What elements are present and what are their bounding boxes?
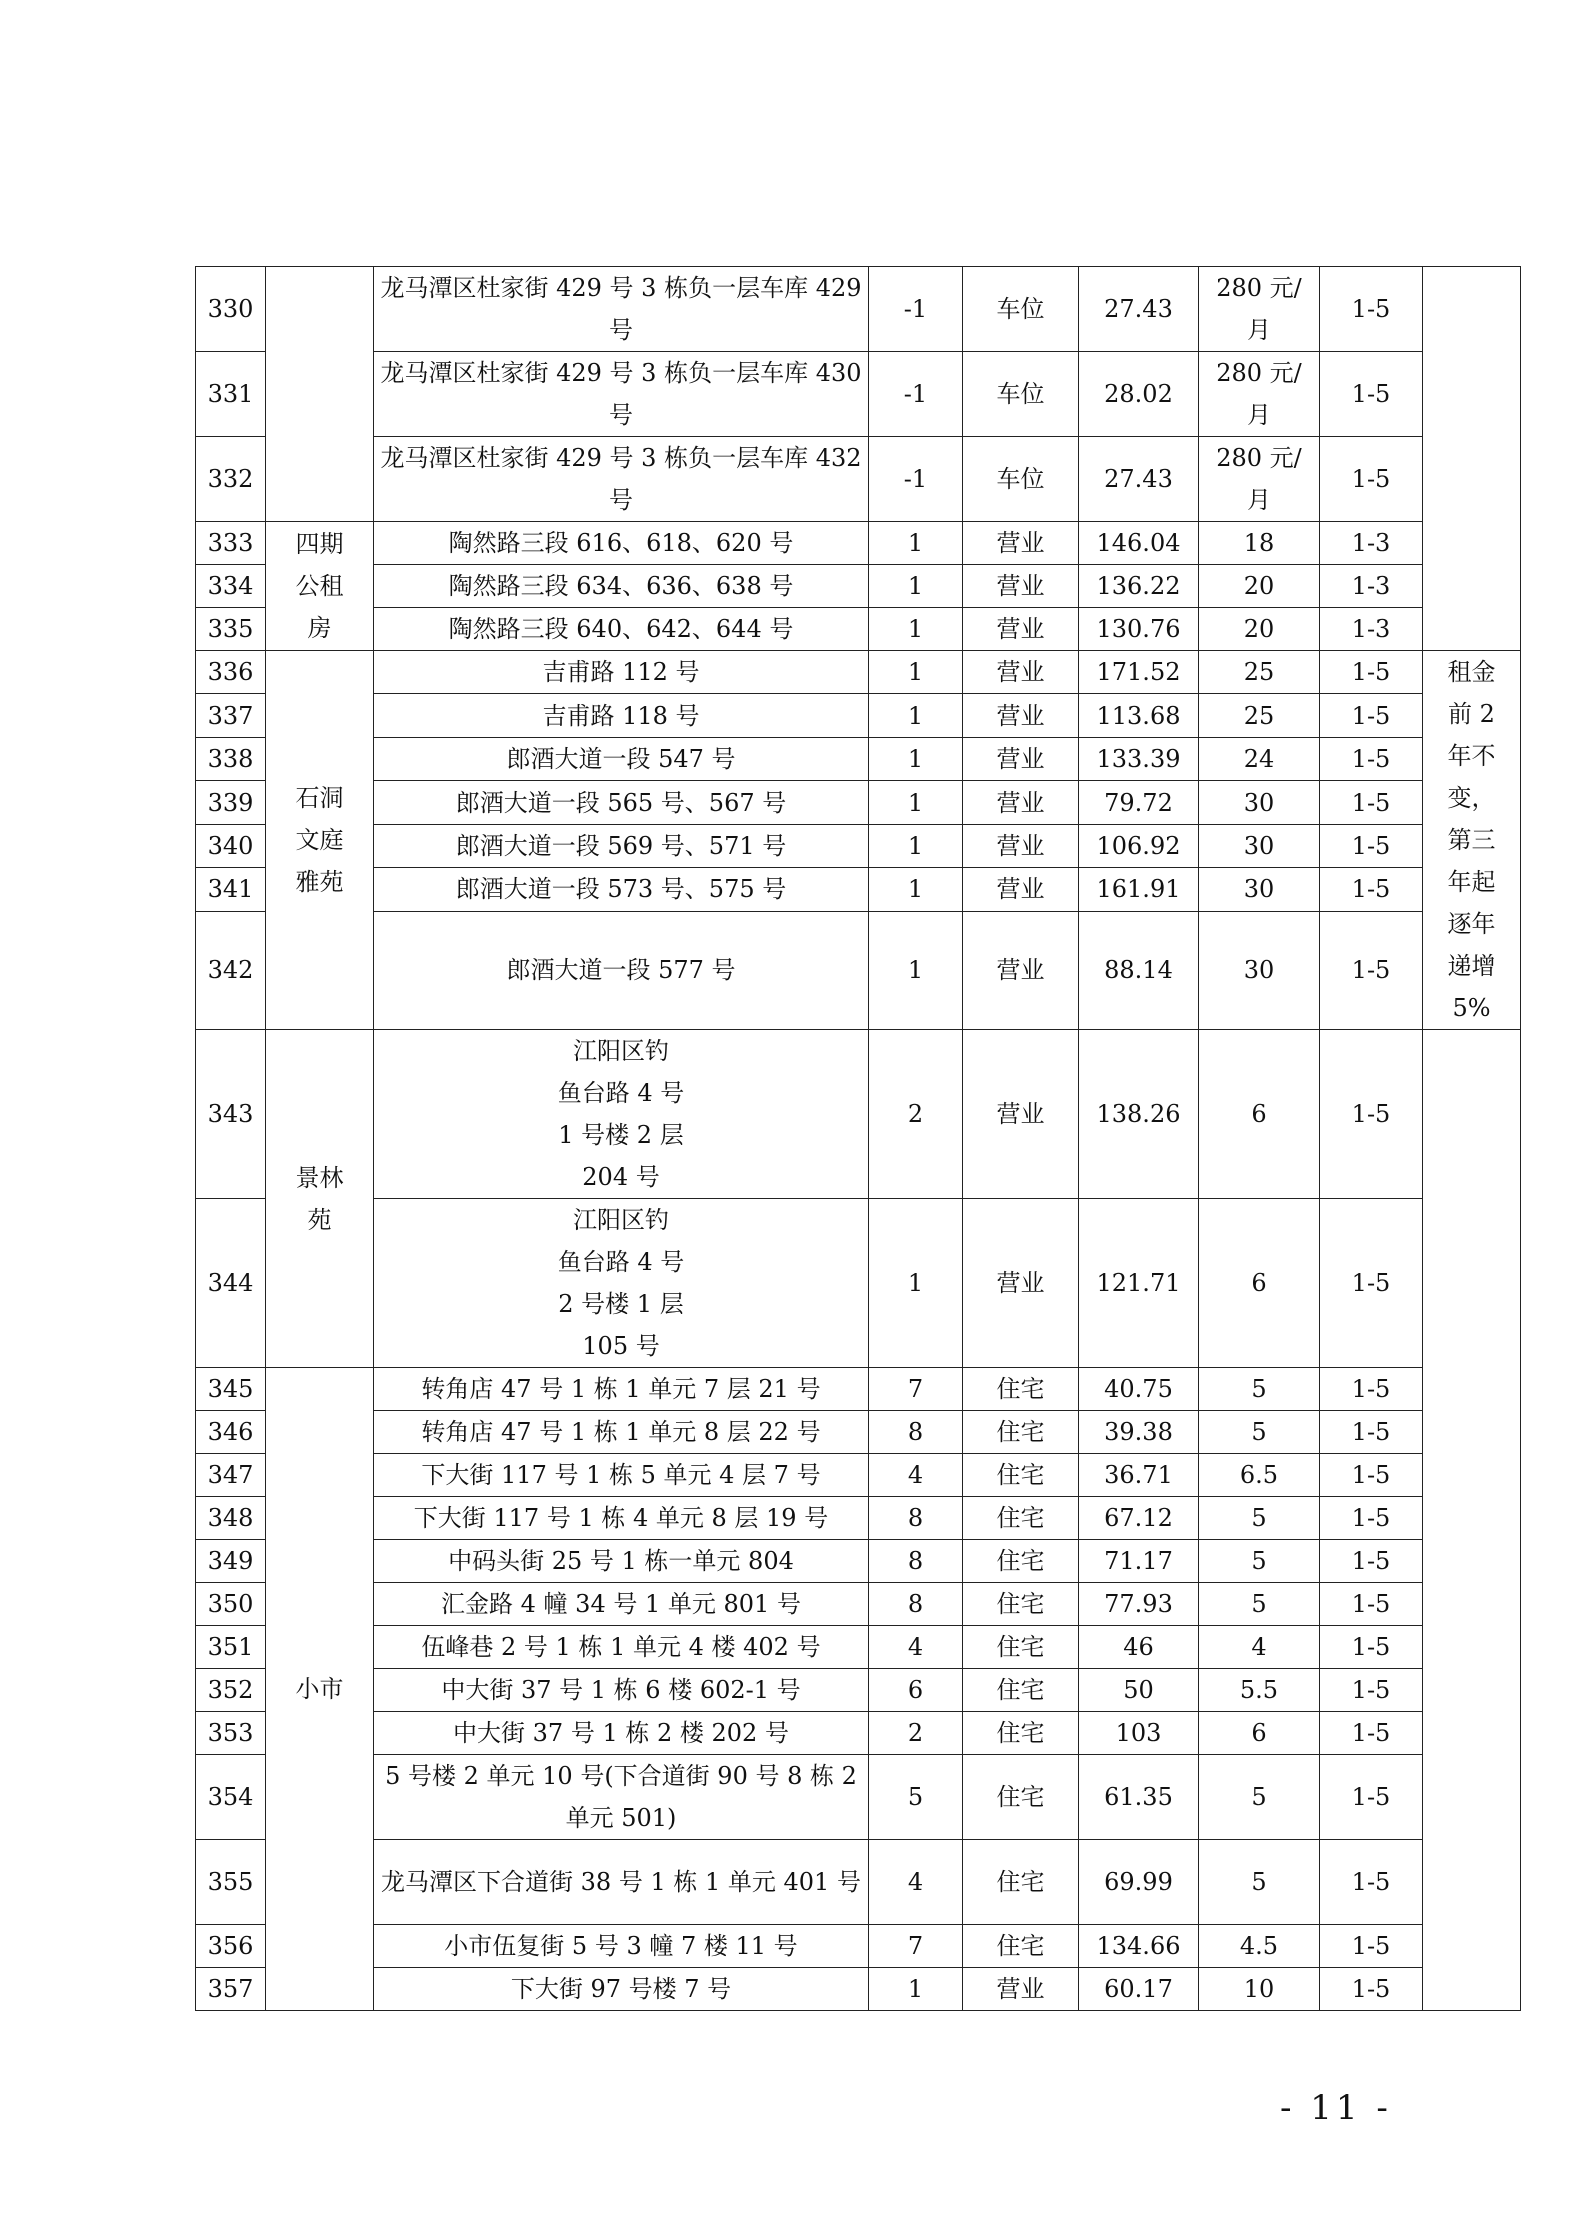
- usage-cell: 营业: [963, 1199, 1079, 1368]
- floor-cell: 1: [869, 1199, 963, 1368]
- address-cell: 陶然路三段 640、642、644 号: [374, 608, 869, 651]
- address-cell: 陶然路三段 634、636、638 号: [374, 565, 869, 608]
- term-cell: 1-5: [1320, 1712, 1423, 1755]
- address-cell: 中大街 37 号 1 栋 2 楼 202 号: [374, 1712, 869, 1755]
- area-cell: 28.02: [1079, 352, 1199, 437]
- term-cell: 1-5: [1320, 781, 1423, 824]
- row-number: 357: [196, 1968, 266, 2011]
- floor-cell: 5: [869, 1755, 963, 1840]
- table-row: [196, 352, 1521, 437]
- address-cell: 下大街 117 号 1 栋 4 单元 8 层 19 号: [374, 1497, 869, 1540]
- address-cell: 郎酒大道一段 547 号: [374, 737, 869, 780]
- usage-cell: 车位: [963, 267, 1079, 352]
- table-row: [196, 565, 1521, 608]
- rent-cell: 5: [1199, 1840, 1320, 1925]
- address-cell: 郎酒大道一段 569 号、571 号: [374, 824, 869, 867]
- area-cell: 138.26: [1079, 1030, 1199, 1199]
- row-number: 344: [196, 1199, 266, 1368]
- term-cell: 1-5: [1320, 1199, 1423, 1368]
- area-cell: 88.14: [1079, 911, 1199, 1029]
- term-cell: 1-5: [1320, 1540, 1423, 1583]
- remark-cell: 租金 前 2 年不 变， 第三 年起 逐年 递增 5%: [1423, 651, 1521, 1030]
- rent-cell: 5: [1199, 1497, 1320, 1540]
- row-number: 349: [196, 1540, 266, 1583]
- term-cell: 1-3: [1320, 565, 1423, 608]
- table-row: [196, 1199, 1521, 1368]
- row-number: 343: [196, 1030, 266, 1199]
- floor-cell: 1: [869, 694, 963, 737]
- usage-cell: 营业: [963, 694, 1079, 737]
- project-name: 景林 苑: [266, 1030, 374, 1368]
- floor-cell: 4: [869, 1626, 963, 1669]
- rent-cell: 5: [1199, 1411, 1320, 1454]
- floor-cell: 8: [869, 1583, 963, 1626]
- rent-cell: 280 元/月: [1199, 352, 1320, 437]
- table-row: [196, 1411, 1521, 1454]
- area-cell: 134.66: [1079, 1925, 1199, 1968]
- term-cell: 1-5: [1320, 868, 1423, 911]
- area-cell: 40.75: [1079, 1368, 1199, 1411]
- address-cell: 中大街 37 号 1 栋 6 楼 602-1 号: [374, 1669, 869, 1712]
- floor-cell: 7: [869, 1925, 963, 1968]
- rent-cell: 30: [1199, 868, 1320, 911]
- table-row: [196, 737, 1521, 780]
- term-cell: 1-5: [1320, 1755, 1423, 1840]
- rent-cell: 18: [1199, 522, 1320, 565]
- address-cell: 吉甫路 118 号: [374, 694, 869, 737]
- term-cell: 1-5: [1320, 911, 1423, 1029]
- term-cell: 1-5: [1320, 437, 1423, 522]
- usage-cell: 住宅: [963, 1411, 1079, 1454]
- table-row: [196, 1368, 1521, 1411]
- floor-cell: 8: [869, 1497, 963, 1540]
- usage-cell: 营业: [963, 781, 1079, 824]
- floor-cell: -1: [869, 437, 963, 522]
- table-row: [196, 1626, 1521, 1669]
- table-row: [196, 1840, 1521, 1925]
- rent-cell: 5.5: [1199, 1669, 1320, 1712]
- table-row: [196, 1497, 1521, 1540]
- usage-cell: 营业: [963, 1968, 1079, 2011]
- floor-cell: 1: [869, 1968, 963, 2011]
- rent-cell: 25: [1199, 694, 1320, 737]
- area-cell: 67.12: [1079, 1497, 1199, 1540]
- rent-cell: 30: [1199, 781, 1320, 824]
- rent-cell: 4: [1199, 1626, 1320, 1669]
- usage-cell: 营业: [963, 868, 1079, 911]
- term-cell: 1-5: [1320, 1411, 1423, 1454]
- floor-cell: -1: [869, 352, 963, 437]
- area-cell: 79.72: [1079, 781, 1199, 824]
- address-cell: 转角店 47 号 1 栋 1 单元 8 层 22 号: [374, 1411, 869, 1454]
- table-body: [196, 267, 1521, 2011]
- row-number: 330: [196, 267, 266, 352]
- table-row: [196, 824, 1521, 867]
- row-number: 335: [196, 608, 266, 651]
- floor-cell: 6: [869, 1669, 963, 1712]
- address-cell: 陶然路三段 616、618、620 号: [374, 522, 869, 565]
- area-cell: 103: [1079, 1712, 1199, 1755]
- floor-cell: 4: [869, 1454, 963, 1497]
- usage-cell: 营业: [963, 737, 1079, 780]
- area-cell: 146.04: [1079, 522, 1199, 565]
- address-cell: 郎酒大道一段 573 号、575 号: [374, 868, 869, 911]
- area-cell: 27.43: [1079, 267, 1199, 352]
- usage-cell: 营业: [963, 651, 1079, 694]
- rent-cell: 5: [1199, 1583, 1320, 1626]
- floor-cell: 1: [869, 608, 963, 651]
- usage-cell: 住宅: [963, 1626, 1079, 1669]
- rent-cell: 4.5: [1199, 1925, 1320, 1968]
- term-cell: 1-5: [1320, 1583, 1423, 1626]
- area-cell: 133.39: [1079, 737, 1199, 780]
- usage-cell: 住宅: [963, 1925, 1079, 1968]
- address-cell: 汇金路 4 幢 34 号 1 单元 801 号: [374, 1583, 869, 1626]
- row-number: 337: [196, 694, 266, 737]
- area-cell: 61.35: [1079, 1755, 1199, 1840]
- term-cell: 1-5: [1320, 1497, 1423, 1540]
- rent-cell: 280 元/月: [1199, 267, 1320, 352]
- floor-cell: -1: [869, 267, 963, 352]
- row-number: 345: [196, 1368, 266, 1411]
- floor-cell: 1: [869, 737, 963, 780]
- usage-cell: 住宅: [963, 1712, 1079, 1755]
- remark-cell: [1423, 1030, 1521, 2011]
- table-row: [196, 1755, 1521, 1840]
- area-cell: 36.71: [1079, 1454, 1199, 1497]
- area-cell: 171.52: [1079, 651, 1199, 694]
- area-cell: 69.99: [1079, 1840, 1199, 1925]
- floor-cell: 7: [869, 1368, 963, 1411]
- row-number: 341: [196, 868, 266, 911]
- table-row: [196, 1030, 1521, 1199]
- term-cell: 1-5: [1320, 1030, 1423, 1199]
- address-cell: 龙马潭区下合道街 38 号 1 栋 1 单元 401 号: [374, 1840, 869, 1925]
- address-cell: 吉甫路 112 号: [374, 651, 869, 694]
- property-table: [195, 266, 1521, 2011]
- term-cell: 1-5: [1320, 1626, 1423, 1669]
- row-number: 340: [196, 824, 266, 867]
- table-row: [196, 1712, 1521, 1755]
- rent-cell: 25: [1199, 651, 1320, 694]
- area-cell: 130.76: [1079, 608, 1199, 651]
- usage-cell: 住宅: [963, 1755, 1079, 1840]
- usage-cell: 住宅: [963, 1840, 1079, 1925]
- table-row: [196, 1454, 1521, 1497]
- address-cell: 中码头街 25 号 1 栋一单元 804: [374, 1540, 869, 1583]
- rent-cell: 24: [1199, 737, 1320, 780]
- area-cell: 46: [1079, 1626, 1199, 1669]
- term-cell: 1-3: [1320, 608, 1423, 651]
- table-row: [196, 1583, 1521, 1626]
- address-cell: 龙马潭区杜家街 429 号 3 栋负一层车库 430 号: [374, 352, 869, 437]
- rent-cell: 5: [1199, 1368, 1320, 1411]
- area-cell: 77.93: [1079, 1583, 1199, 1626]
- row-number: 336: [196, 651, 266, 694]
- floor-cell: 1: [869, 565, 963, 608]
- floor-cell: 2: [869, 1712, 963, 1755]
- row-number: 334: [196, 565, 266, 608]
- area-cell: 113.68: [1079, 694, 1199, 737]
- floor-cell: 1: [869, 781, 963, 824]
- table-row: [196, 651, 1521, 694]
- row-number: 346: [196, 1411, 266, 1454]
- term-cell: 1-5: [1320, 267, 1423, 352]
- address-cell: 龙马潭区杜家街 429 号 3 栋负一层车库 429 号: [374, 267, 869, 352]
- usage-cell: 营业: [963, 565, 1079, 608]
- area-cell: 39.38: [1079, 1411, 1199, 1454]
- project-name: 石洞 文庭 雅苑: [266, 651, 374, 1030]
- table-row: [196, 694, 1521, 737]
- project-name: 小市: [266, 1368, 374, 2011]
- usage-cell: 住宅: [963, 1669, 1079, 1712]
- floor-cell: 1: [869, 651, 963, 694]
- area-cell: 121.71: [1079, 1199, 1199, 1368]
- usage-cell: 营业: [963, 1030, 1079, 1199]
- floor-cell: 1: [869, 868, 963, 911]
- row-number: 331: [196, 352, 266, 437]
- table-row: [196, 1968, 1521, 2011]
- row-number: 355: [196, 1840, 266, 1925]
- rent-cell: 30: [1199, 824, 1320, 867]
- address-cell: 龙马潭区杜家街 429 号 3 栋负一层车库 432 号: [374, 437, 869, 522]
- usage-cell: 住宅: [963, 1583, 1079, 1626]
- area-cell: 50: [1079, 1669, 1199, 1712]
- table-row: [196, 868, 1521, 911]
- table-row: [196, 1540, 1521, 1583]
- area-cell: 136.22: [1079, 565, 1199, 608]
- table-row: [196, 267, 1521, 352]
- row-number: 348: [196, 1497, 266, 1540]
- row-number: 338: [196, 737, 266, 780]
- term-cell: 1-3: [1320, 522, 1423, 565]
- floor-cell: 1: [869, 522, 963, 565]
- term-cell: 1-5: [1320, 1454, 1423, 1497]
- project-name: [266, 267, 374, 522]
- row-number: 347: [196, 1454, 266, 1497]
- usage-cell: 营业: [963, 911, 1079, 1029]
- address-cell: 伍峰巷 2 号 1 栋 1 单元 4 楼 402 号: [374, 1626, 869, 1669]
- floor-cell: 1: [869, 824, 963, 867]
- address-cell: 转角店 47 号 1 栋 1 单元 7 层 21 号: [374, 1368, 869, 1411]
- floor-cell: 8: [869, 1540, 963, 1583]
- rent-cell: 6: [1199, 1712, 1320, 1755]
- row-number: 354: [196, 1755, 266, 1840]
- term-cell: 1-5: [1320, 1925, 1423, 1968]
- term-cell: 1-5: [1320, 1368, 1423, 1411]
- table-row: [196, 522, 1521, 565]
- term-cell: 1-5: [1320, 1669, 1423, 1712]
- address-cell: 江阳区钓 鱼台路 4 号 2 号楼 1 层 105 号: [374, 1199, 869, 1368]
- row-number: 350: [196, 1583, 266, 1626]
- row-number: 342: [196, 911, 266, 1029]
- table-row: [196, 1925, 1521, 1968]
- usage-cell: 营业: [963, 824, 1079, 867]
- term-cell: 1-5: [1320, 737, 1423, 780]
- table-row: [196, 437, 1521, 522]
- rent-cell: 280 元/月: [1199, 437, 1320, 522]
- row-number: 356: [196, 1925, 266, 1968]
- area-cell: 71.17: [1079, 1540, 1199, 1583]
- row-number: 332: [196, 437, 266, 522]
- term-cell: 1-5: [1320, 651, 1423, 694]
- project-name: 四期 公租 房: [266, 522, 374, 651]
- remark-cell: [1423, 267, 1521, 651]
- rent-cell: 6.5: [1199, 1454, 1320, 1497]
- table-row: [196, 781, 1521, 824]
- table-row: [196, 1669, 1521, 1712]
- row-number: 351: [196, 1626, 266, 1669]
- address-cell: 江阳区钓 鱼台路 4 号 1 号楼 2 层 204 号: [374, 1030, 869, 1199]
- term-cell: 1-5: [1320, 1968, 1423, 2011]
- usage-cell: 住宅: [963, 1454, 1079, 1497]
- address-cell: 郎酒大道一段 565 号、567 号: [374, 781, 869, 824]
- address-cell: 下大街 117 号 1 栋 5 单元 4 层 7 号: [374, 1454, 869, 1497]
- usage-cell: 车位: [963, 437, 1079, 522]
- term-cell: 1-5: [1320, 824, 1423, 867]
- table-row: [196, 608, 1521, 651]
- address-cell: 小市伍复街 5 号 3 幢 7 楼 11 号: [374, 1925, 869, 1968]
- usage-cell: 住宅: [963, 1540, 1079, 1583]
- address-cell: 5 号楼 2 单元 10 号(下合道街 90 号 8 栋 2 单元 501): [374, 1755, 869, 1840]
- floor-cell: 8: [869, 1411, 963, 1454]
- usage-cell: 住宅: [963, 1368, 1079, 1411]
- rent-cell: 6: [1199, 1199, 1320, 1368]
- row-number: 333: [196, 522, 266, 565]
- area-cell: 106.92: [1079, 824, 1199, 867]
- table-row: [196, 911, 1521, 1029]
- row-number: 353: [196, 1712, 266, 1755]
- usage-cell: 车位: [963, 352, 1079, 437]
- page-number: - 11 -: [1280, 2088, 1392, 2128]
- term-cell: 1-5: [1320, 694, 1423, 737]
- rent-cell: 5: [1199, 1540, 1320, 1583]
- floor-cell: 1: [869, 911, 963, 1029]
- rent-cell: 20: [1199, 608, 1320, 651]
- area-cell: 60.17: [1079, 1968, 1199, 2011]
- term-cell: 1-5: [1320, 352, 1423, 437]
- rent-cell: 5: [1199, 1755, 1320, 1840]
- term-cell: 1-5: [1320, 1840, 1423, 1925]
- rent-cell: 30: [1199, 911, 1320, 1029]
- rent-cell: 6: [1199, 1030, 1320, 1199]
- rent-cell: 20: [1199, 565, 1320, 608]
- usage-cell: 营业: [963, 522, 1079, 565]
- row-number: 339: [196, 781, 266, 824]
- floor-cell: 2: [869, 1030, 963, 1199]
- address-cell: 下大街 97 号楼 7 号: [374, 1968, 869, 2011]
- area-cell: 161.91: [1079, 868, 1199, 911]
- usage-cell: 营业: [963, 608, 1079, 651]
- rent-cell: 10: [1199, 1968, 1320, 2011]
- address-cell: 郎酒大道一段 577 号: [374, 911, 869, 1029]
- row-number: 352: [196, 1669, 266, 1712]
- usage-cell: 住宅: [963, 1497, 1079, 1540]
- area-cell: 27.43: [1079, 437, 1199, 522]
- floor-cell: 4: [869, 1840, 963, 1925]
